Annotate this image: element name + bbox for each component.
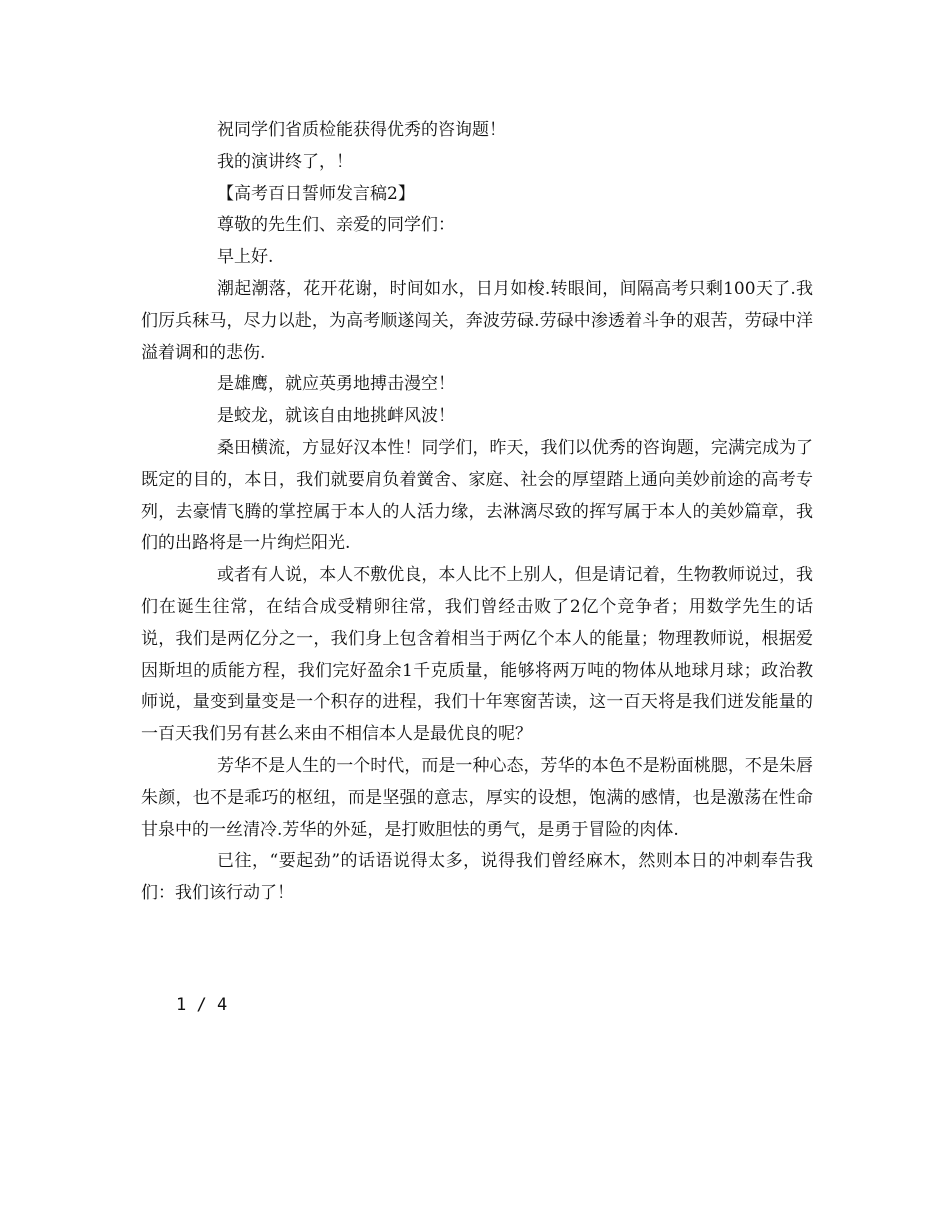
page-number: 1 / 4 [176, 995, 228, 1015]
salutation: 尊敬的先生们、亲爱的同学们： [217, 215, 455, 236]
paragraph-teachers: 或者有人说，本人不敷优良，本人比不上别人，但是请记着，生物教师说过，我们在诞生往常，在结合成受精卵往常，我们曾经击败了2亿个竞争者；用数学先生的话说，我们是两亿分之一，我们身上包含着相当于两亿个本人的能量；物理教师说，根据爱因斯坦的质能方程，我们完好盈余1千克质量，能够将两万吨的物体从地球月球；政治教师说，量变到量变是一个积存的进程，我们十年寒窗苦读，这一百天将是我们迸发能量的一百天我们另有甚么来由不相信本人是最优良的呢？ [141, 565, 813, 745]
paragraph-youth: 芳华不是人生的一个时代，而是一种心态，芳华的本色不是粉面桃腮，不是朱唇朱颜，也不是乖巧的枢纽，而是坚强的意志，厚实的设想，饱满的感情，也是激荡在性命甘泉中的一丝清冷.芳华的外延，是打败胆怯的勇气，是勇于冒险的肉体. [141, 755, 813, 840]
paragraph-speech-end: 我的演讲终了，！ [217, 151, 353, 172]
document-body [141, 115, 813, 910]
paragraph-journey: 桑田横流，方显好汉本性！同学们，昨天，我们以优秀的咨询题，完满完成为了既定的目的，本日，我们就要肩负着黉舍、家庭、社会的厚望踏上通向美妙前途的高考专列，去豪情飞腾的掌控属于本人的人活力缘，去淋漓尽致的挥写属于本人的美妙篇章，我们的出路将是一片绚烂阳光. [141, 437, 813, 554]
paragraph-wish: 祝同学们省质检能获得优秀的咨询题！ [217, 120, 506, 140]
greeting: 早上好. [217, 247, 274, 268]
paragraph-dragon: 是蛟龙，就该自由地挑衅风波！ [217, 406, 455, 427]
section-heading: 【高考百日誓师发言稿2】 [217, 183, 415, 204]
paragraph-action: 已往，“要起劲”的话语说得太多，说得我们曾经麻木，然则本日的冲刺奉告我们：我们该行动了！ [141, 851, 813, 904]
paragraph-eagle: 是雄鹰，就应英勇地搏击漫空！ [217, 374, 455, 395]
paragraph-countdown: 潮起潮落，花开花谢，时间如水，日月如梭.转眼间，间隔高考只剩100天了.我们厉兵秣马，尽力以赴，为高考顺遂闯关，奔波劳碌.劳碌中渗透着斗争的艰苦，劳碌中洋溢着调和的悲伤. [141, 278, 813, 363]
